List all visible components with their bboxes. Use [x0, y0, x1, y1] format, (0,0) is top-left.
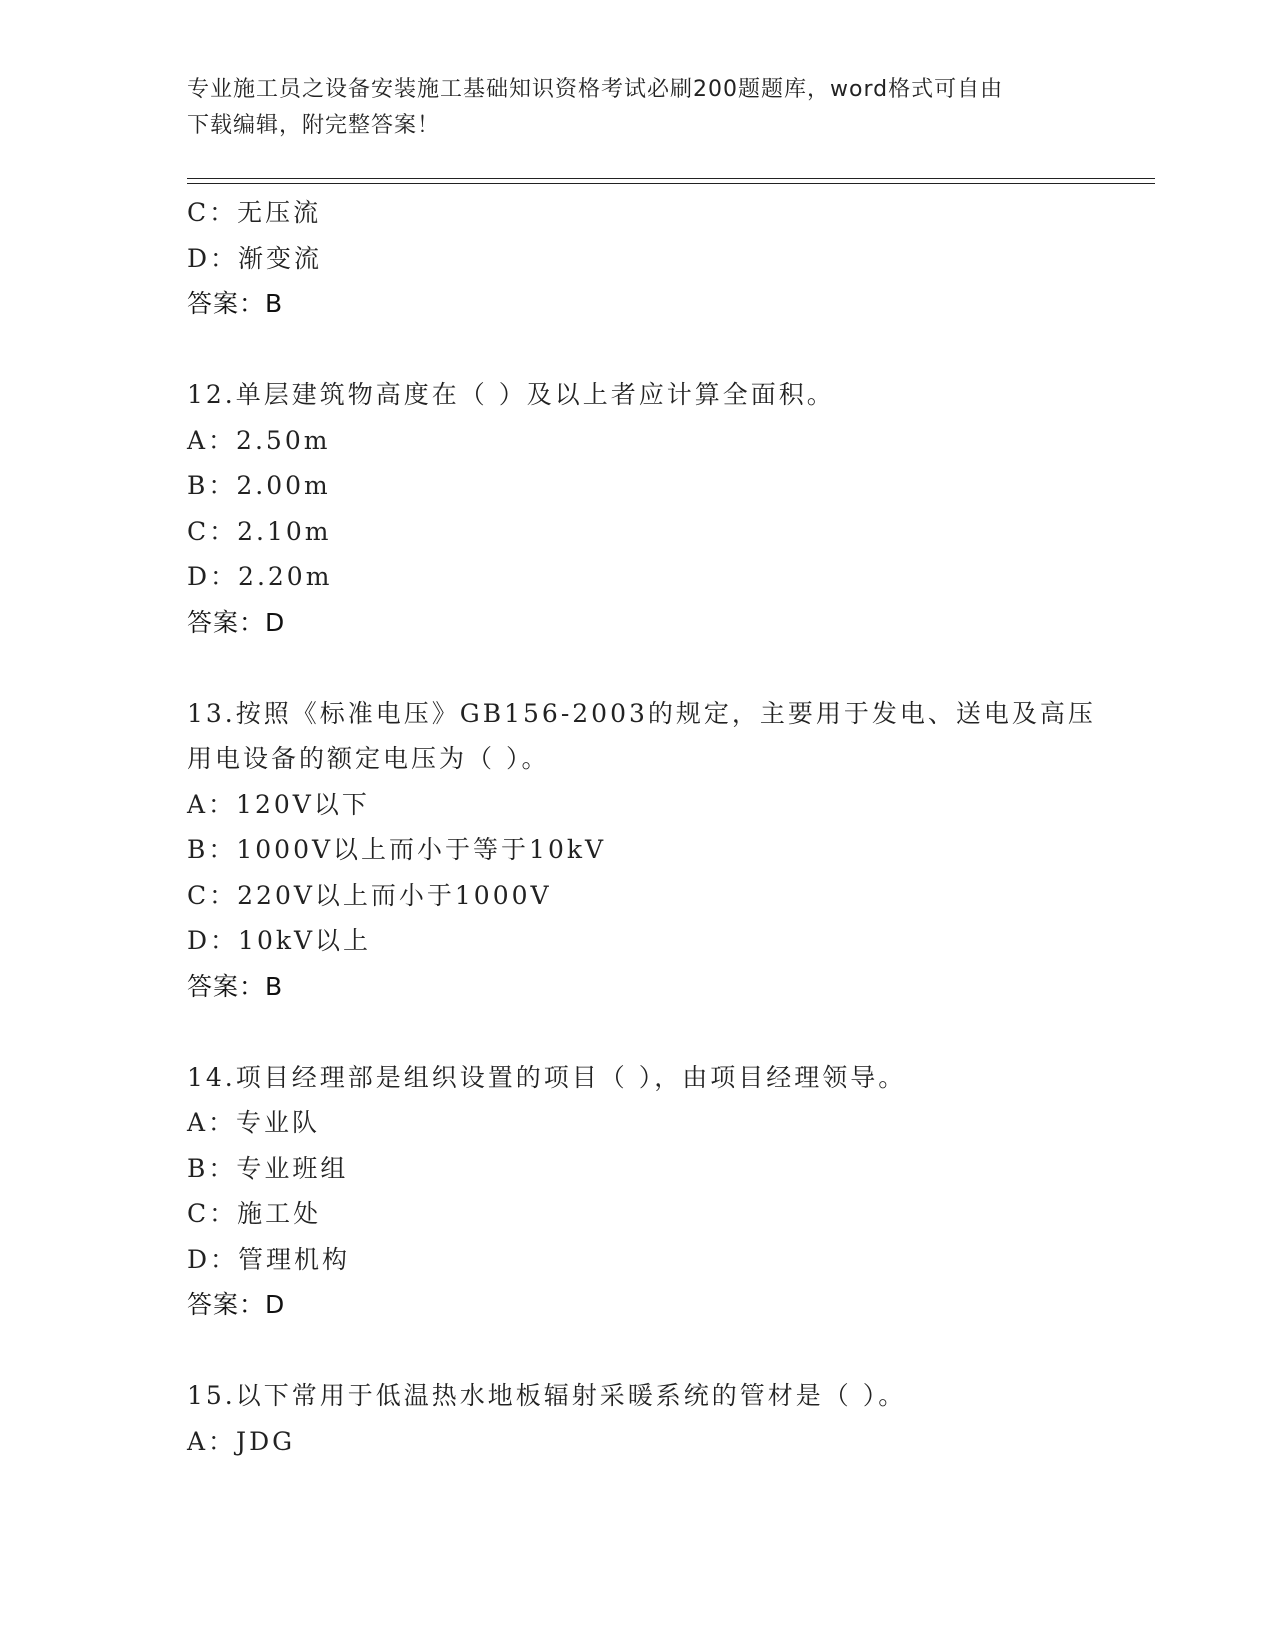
q14-option-b: B：专业班组	[187, 1153, 349, 1183]
document-header	[187, 72, 1067, 144]
q14-option-c: C：施工处	[187, 1199, 322, 1228]
spacer	[187, 327, 1087, 373]
spacer	[187, 1328, 1087, 1374]
header-rule-top	[187, 178, 1155, 179]
q14-answer: 答案：D	[187, 1290, 286, 1319]
spacer	[187, 645, 1087, 691]
q14-stem: 14.项目经理部是组织设置的项目（ ），由项目经理领导。	[187, 1062, 907, 1092]
q12-stem: 12.单层建筑物高度在（ ）及以上者应计算全面积。	[187, 380, 835, 409]
q12-option-a: A：2.50m	[187, 425, 331, 455]
q12-option-b: B：2.00m	[187, 471, 331, 500]
spacer	[187, 1009, 1087, 1055]
prev-option-c: C：无压流	[187, 198, 322, 227]
header-title-line1: 专业施工员之设备安装施工基础知识资格考试必刷200题题库，word格式可自由	[187, 77, 1004, 102]
q14-option-d: D：管理机构	[187, 1244, 351, 1274]
header-title-line2: 下载编辑，附完整答案！	[187, 113, 441, 138]
prev-option-d: D：渐变流	[187, 243, 323, 273]
q12-answer: 答案：D	[187, 607, 286, 637]
prev-answer: 答案：B	[187, 289, 284, 318]
q15-stem: 15.以下常用于低温热水地板辐射采暖系统的管材是（ ）。	[187, 1381, 907, 1410]
q13-stem-line1: 13.按照《标准电压》GB156-2003的规定，主要用于发电、送电及高压	[187, 698, 1096, 728]
header-rule-bottom	[187, 183, 1155, 184]
q13-stem-line2: 用电设备的额定电压为（ ）。	[187, 744, 550, 773]
q15-option-a: A：JDG	[187, 1426, 296, 1456]
q12-option-c: C：2.10m	[187, 516, 332, 546]
q13-answer: 答案：B	[187, 971, 284, 1001]
q14-option-a: A：专业队	[187, 1108, 321, 1137]
q12-option-d: D：2.20m	[187, 562, 333, 591]
question-list	[187, 190, 1096, 1464]
q13-option-c: C：220V以上而小于1000V	[187, 880, 552, 910]
q13-option-b: B：1000V以上而小于等于10kV	[187, 835, 607, 864]
q13-option-d: D：10kV以上	[187, 926, 372, 955]
q13-option-a: A：120V以下	[187, 789, 370, 819]
